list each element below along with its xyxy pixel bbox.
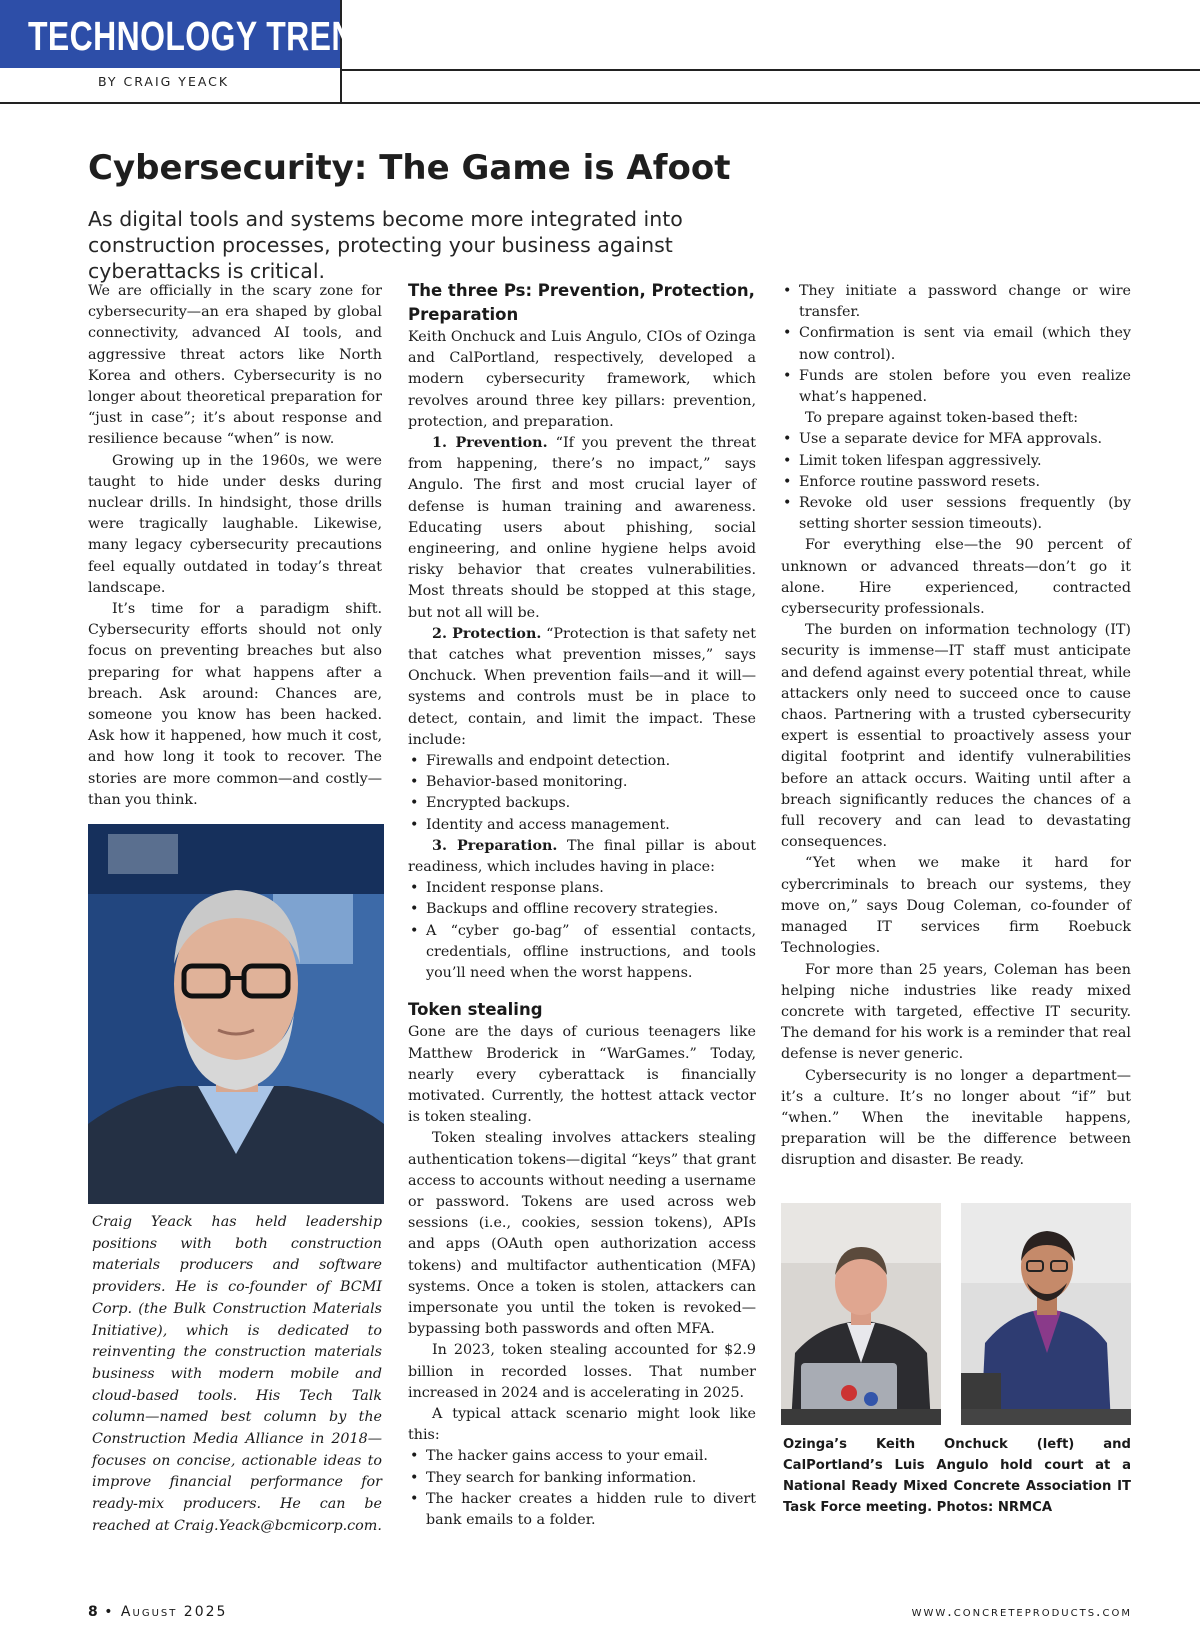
list-item: • They search for banking information. [408, 1468, 756, 1489]
author-photo [88, 824, 384, 1204]
list-item: • Firewalls and endpoint detection. [408, 751, 756, 772]
paragraph: “Yet when we make it hard for cybercriminals to breach our systems, they move on,” says Doug Coleman, co-founder of managed IT services firm Roebuck Technologies. [781, 855, 1131, 957]
attack-scenario-list [408, 1446, 756, 1531]
token-prep-list [781, 429, 1131, 535]
list-item: • Enforce routine password resets. [781, 472, 1131, 493]
list-item: • Identity and access management. [408, 815, 756, 836]
list-item: • The hacker gains access to your email. [408, 1446, 756, 1467]
event-photo-caption: Ozinga’s Keith Onchuck (left) and CalPortland’s Luis Angulo hold court at a National Ready Mixed Concrete Association IT Task Force meeting. Photos: NRMCA [783, 1437, 1131, 1515]
paragraph: Token stealing involves attackers stealing authentication tokens—digital “keys” that grant access to accounts without needing a username or password. Tokens are used across web sessions (i.e., cookies, session tokens), APIs and apps (OAuth open authorization access tokens) and multifactor authentication (MFA) systems. Once a token is stolen, attackers can impersonate you until the token is revoked—bypassing both passwords and often MFA. [408, 1130, 756, 1338]
preparation-list [408, 878, 756, 984]
onchuck-photo-image [781, 1203, 941, 1425]
prevention-text: “If you prevent the threat from happening, there’s no impact,” says Angulo. The first and most crucial layer of defense is human training and awareness. Educating users about phishing, social engineering, and online hygiene helps avoid risky behavior that creates vulnerabilities. Most threats should be stopped at this stage, but not all will be. [408, 435, 756, 621]
column-3 [781, 281, 1131, 1172]
angulo-photo-image [961, 1203, 1131, 1425]
protection-list [408, 751, 756, 836]
subhead-token-stealing: Token stealing [408, 1000, 543, 1020]
page-number: 8 [88, 1604, 98, 1620]
onchuck-photo [781, 1203, 941, 1425]
list-item: • Encrypted backups. [408, 793, 756, 814]
list-item: • Use a separate device for MFA approvals. [781, 429, 1131, 450]
list-item: • Funds are stolen before you even realize what’s happened. [781, 366, 1131, 408]
paragraph-prevention [408, 433, 756, 624]
article-headline: Cybersecurity: The Game is Afoot [88, 148, 731, 188]
angulo-photo [961, 1203, 1131, 1425]
list-item: • They initiate a password change or wire transfer. [781, 281, 1131, 323]
preparation-text: The final pillar is about readiness, which includes having in place: [408, 837, 756, 876]
footer-website: www.concreteproducts.com [911, 1604, 1132, 1620]
paragraph: It’s time for a paradigm shift. Cybersecurity efforts should not only focus on preventing breaches but also preparing for what happens after a breach. Ask around: Chances are, someone you know has been hacked. Ask how it happened, how much it cost, and how long it took to recover. The stories are more common—and costly—than you think. [88, 601, 382, 808]
paragraph: Keith Onchuck and Luis Angulo, CIOs of Ozinga and CalPortland, respectively, developed a modern cybersecurity framework, which revolves around three key pillars: prevention, protection, and preparation. [408, 329, 756, 430]
protection-text: “Protection is that safety net that catches what prevention misses,” says Onchuck. When prevention fails—and it will—systems and controls must be in place to detect, contain, and limit the impact. These include: [408, 625, 756, 748]
folio-separator: • [104, 1604, 115, 1620]
list-item: • Backups and offline recovery strategies. [408, 899, 756, 920]
list-item: • A “cyber go-bag” of essential contacts, credentials, offline instructions, and tools you’ll need when the worst happens. [408, 921, 756, 985]
list-item: • Limit token lifespan aggressively. [781, 451, 1131, 472]
list-item: • Confirmation is sent via email (which they now control). [781, 323, 1131, 365]
issue-date: August 2025 [120, 1604, 228, 1620]
paragraph: For everything else—the 90 percent of unknown or advanced threats—don’t go it alone. Hire experienced, contracted cybersecurity professionals. [781, 537, 1131, 618]
paragraph: Gone are the days of curious teenagers like Matthew Broderick in “WarGames.” Today, nearly every cyberattack is financially motivated. Currently, the hottest attack vector is token stealing. [408, 1024, 756, 1126]
prevention-label: 1. Prevention. [432, 435, 548, 452]
attack-scenario-list-continued [781, 281, 1131, 408]
list-item: • Revoke old user sessions frequently (by setting shorter session timeouts). [781, 493, 1131, 535]
column-2 [408, 279, 756, 1531]
list-item: • Behavior-based monitoring. [408, 772, 756, 793]
column-1 [88, 281, 382, 811]
paragraph: For more than 25 years, Coleman has been helping niche industries like ready mixed concrete with targeted, effective IT security. The demand for his work is a reminder that real defense is never generic. [781, 961, 1131, 1063]
paragraph: We are officially in the scary zone for cybersecurity—an era shaped by global connectivity, advanced AI tools, and aggressive threat actors like North Korea and others. Cybersecurity is no longer about theoretical preparation for “just in case”; it’s about response and resilience because “when” is now. [88, 283, 382, 448]
paragraph: To prepare against token-based theft: [805, 410, 1079, 427]
list-item: • The hacker creates a hidden rule to divert bank emails to a folder. [408, 1489, 756, 1531]
paragraph-preparation [408, 836, 756, 878]
paragraph: The burden on information technology (IT) security is immense—IT staff must anticipate and defend against every potential threat, while attackers only need to succeed once to cause chaos. Partnering with a trusted cybersecurity expert is essential to proactively assess your digital footprint and identify vulnerabilities before an attack occurs. Waiting until after a breach significantly reduces the chances of a full recovery and can lead to devastating consequences. [781, 622, 1131, 851]
list-item: • Incident response plans. [408, 878, 756, 899]
author-portrait-image [88, 824, 384, 1204]
paragraph: In 2023, token stealing accounted for $2.9 billion in recorded losses. That number increased in 2024 and is accelerating in 2025. [408, 1342, 756, 1401]
masthead-rule-bottom [342, 102, 1200, 104]
byline: BY CRAIG YEACK [98, 74, 230, 89]
paragraph: A typical attack scenario might look like this: [408, 1405, 756, 1444]
section-title: TECHNOLOGY TRENDS [28, 13, 401, 59]
masthead [0, 0, 401, 104]
masthead-rule-top [342, 69, 1200, 71]
paragraph: Cybersecurity is no longer a department—it’s a culture. It’s no longer about “if” but “when.” When the inevitable happens, preparation will be the difference between disruption and disaster. Be ready. [781, 1067, 1131, 1169]
article-deck: As digital tools and systems become more integrated into construction processes, protecting your business against cyberattacks is critical. [88, 207, 683, 283]
paragraph-protection [408, 624, 756, 751]
footer-folio [88, 1604, 227, 1620]
author-bio-caption: Craig Yeack has held leadership positions with both construction materials producers and software providers. He is co-founder of BCMI Corp. (the Bulk Construction Materials Initiative), which is dedicated to reinventing the construction materials business with modern mobile and cloud-based tools. His Tech Talk column—named best column by the Construction Media Alliance in 2018—focuses on concise, actionable ideas to improve financial performance for ready-mix producers. He can be reached at Craig.Yeack@bcmicorp.com. [92, 1214, 382, 1534]
paragraph: Growing up in the 1960s, we were taught to hide under desks during nuclear drills. In hindsight, those drills were tragically laughable. Likewise, many legacy cybersecurity precautions feel equally outdated in today’s threat landscape. [88, 452, 382, 596]
protection-label: 2. Protection. [432, 625, 542, 642]
subhead-three-ps: The three Ps: Prevention, Protection, Preparation [408, 281, 755, 324]
preparation-label: 3. Preparation. [432, 837, 558, 854]
